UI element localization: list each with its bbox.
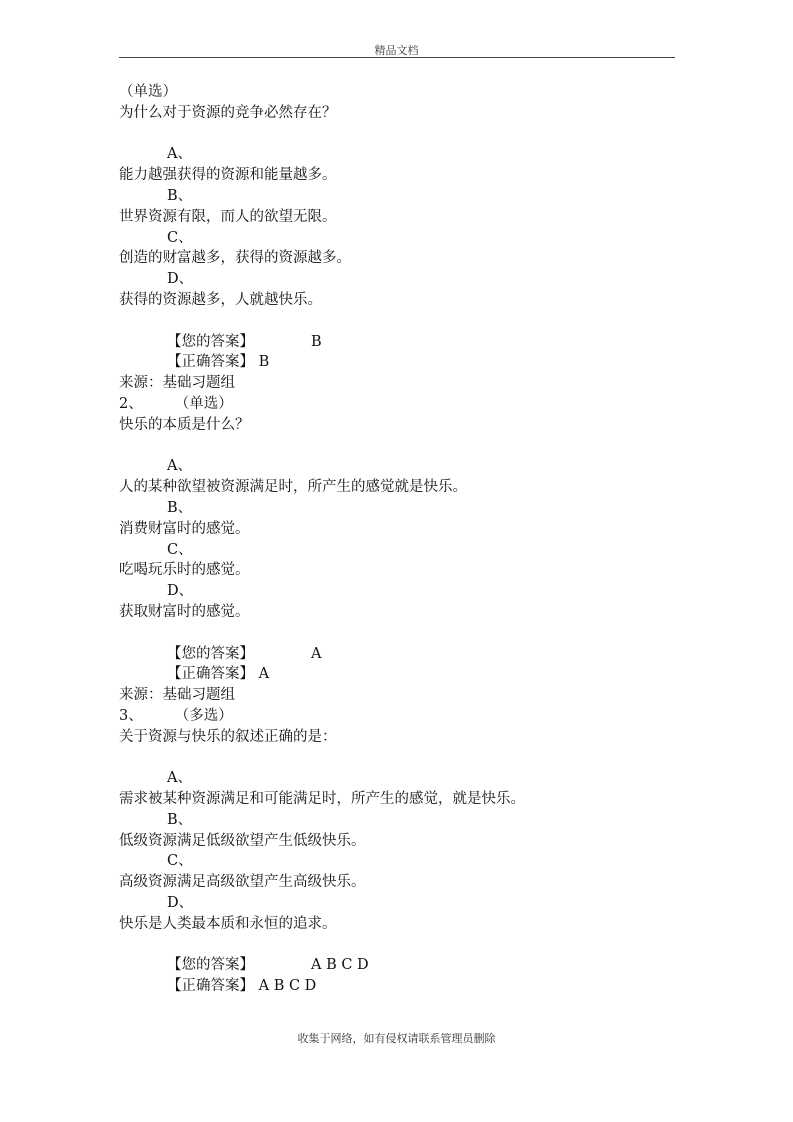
blank-line (119, 623, 679, 644)
your-answer-row (119, 332, 679, 353)
question-stem: 快乐的本质是什么？ (119, 416, 250, 433)
blank-line (119, 748, 679, 769)
blank-line (119, 124, 679, 145)
blank-line (119, 311, 679, 332)
option-text: 创造的财富越多，获得的资源越多。 (119, 250, 351, 267)
document-body (119, 82, 679, 997)
correct-answer-row (119, 664, 679, 685)
blank-line (119, 436, 679, 457)
option-text: 世界资源有限，而人的欲望无限。 (119, 208, 337, 225)
question-stem: 为什么对于资源的竞争必然存在？ (119, 104, 337, 121)
blank-line (119, 935, 679, 956)
question-source: 来源：基础习题组 (119, 687, 235, 704)
question-type: （单选） (174, 395, 233, 412)
question-header (119, 706, 679, 727)
your-answer-label: 【您的答案】 (167, 645, 254, 662)
question-1 (119, 82, 679, 394)
page-footer: 收集于网络，如有侵权请联系管理员删除 (297, 1032, 496, 1045)
option-letter: A、 (167, 146, 192, 163)
option-letter: D、 (167, 895, 194, 912)
correct-answer-label: 【正确答案】 (167, 666, 254, 683)
question-type: （多选） (174, 707, 233, 724)
correct-answer-label: 【正确答案】 (167, 978, 254, 995)
your-answer-row (119, 644, 679, 665)
your-answer-label: 【您的答案】 (167, 957, 254, 974)
your-answer-label: 【您的答案】 (167, 333, 254, 350)
option-letter: C、 (167, 229, 193, 246)
your-answer-value: B (311, 333, 322, 350)
option-text: 获取财富时的感觉。 (119, 603, 250, 620)
correct-answer-value: B (258, 354, 270, 371)
correct-answer-row (119, 976, 679, 997)
option-text: 高级资源满足高级欲望产生高级快乐。 (119, 874, 366, 891)
option-letter: D、 (167, 271, 194, 288)
your-answer-value: A B C D (311, 957, 369, 974)
option-text: 消费财富时的感觉。 (119, 520, 250, 537)
option-letter: D、 (167, 583, 194, 600)
question-stem: 关于资源与快乐的叙述正确的是： (119, 728, 337, 745)
correct-answer-label: 【正确答案】 (167, 354, 254, 371)
option-text: 能力越强获得的资源和能量越多。 (119, 167, 337, 184)
option-letter: C、 (167, 853, 193, 870)
option-letter: B、 (167, 187, 193, 204)
question-3 (119, 706, 679, 997)
question-header (119, 394, 679, 415)
option-letter: A、 (167, 458, 192, 475)
your-answer-row (119, 955, 679, 976)
option-letter: C、 (167, 541, 193, 558)
option-text: 需求被某种资源满足和可能满足时，所产生的感觉，就是快乐。 (119, 791, 525, 808)
correct-answer-value: A (258, 666, 270, 683)
option-letter: A、 (167, 770, 192, 787)
question-type: （单选） (119, 84, 177, 100)
correct-answer-value: A B C D (258, 978, 317, 995)
option-letter: B、 (167, 811, 193, 828)
question-number: 2、 (119, 395, 143, 412)
question-source: 来源：基础习题组 (119, 375, 235, 392)
option-text: 快乐是人类最本质和永恒的追求。 (119, 915, 337, 932)
option-text: 人的某种欲望被资源满足时，所产生的感觉就是快乐。 (119, 479, 467, 496)
correct-answer-row (119, 352, 679, 373)
option-text: 低级资源满足低级欲望产生低级快乐。 (119, 832, 366, 849)
question-2 (119, 394, 679, 706)
page-header: 精品文档 (374, 44, 419, 57)
option-letter: B、 (167, 499, 193, 516)
header-rule (119, 57, 675, 58)
option-text: 获得的资源越多，人就越快乐。 (119, 291, 322, 308)
your-answer-value: A (311, 645, 322, 662)
question-number: 3、 (119, 707, 143, 724)
option-text: 吃喝玩乐时的感觉。 (119, 562, 250, 579)
